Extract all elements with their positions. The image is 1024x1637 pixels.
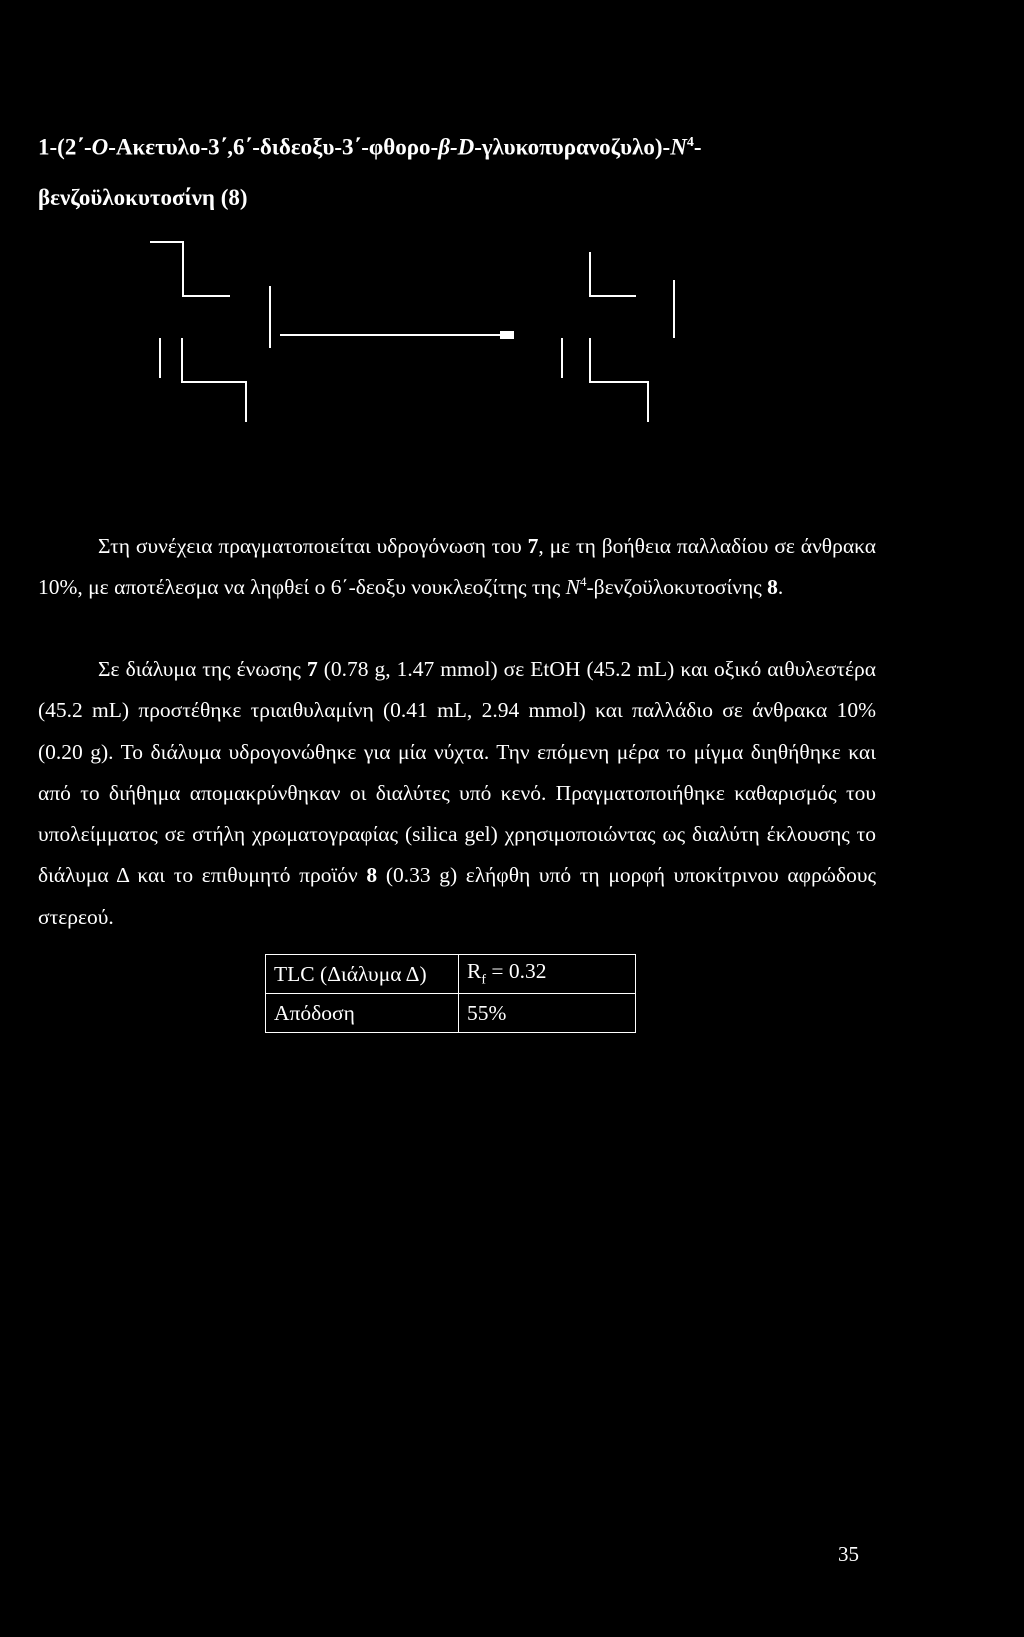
procedure-paragraph: Σε διάλυμα της ένωσης 7 (0.78 g, 1.47 mmol) σε EtOH (45.2 mL) και οξικό αιθυλεστέρα (45.2 mL) προστέθηκε τριαιθυλαμίνη (0.41 mL, 2.94 mmol) και παλλάδιο σε άνθρακα 10% (0.20 g). Το διάλυμα υδρογονώθηκε για μία νύχτα. Την επόμενη μέρα το μίγμα διηθήθηκε και από το διήθημα απομακρύνθηκαν οι διαλύτες υπό κενό. Πραγματοποιήθηκε καθαρισμός του υπολείμματος σε στήλη χρωματογραφίας (silica gel) χρησιμοποιώντας ως διαλύτη έκλουσης το διάλυμα Δ και το επιθυμητό προϊόν 8 (0.33 g) ελήφθη υπό τη μορφή υποκίτρινου αφρώδους στερεού. [38,657,876,929]
scheme-reaction-arrow [270,286,508,348]
scheme-fragment-right-bottom [562,338,648,422]
compound-title: $1-(2΄-O-A\kappa\varepsilon\tau\upsilon\lambda o-3΄,6΄-\delta\iota\delta\varepsilon o\xi\upsilon-3΄-\varphi\theta o\rho o-\beta-D-\gamma\lambda\upsilon\kappa o\pi\upsilon\rho\alpha\nu o\zeta\upsilon\lambda o)-N^4-$ βενζοϋλοκυτοσίνη (8) [38,134,702,210]
reaction-scheme-figure [0,230,1024,450]
page-number: 35 [838,1542,859,1566]
yield-label-cell: Απόδοση [266,994,459,1033]
scheme-fragment-right-top [590,252,674,338]
scheme-arrow-head [500,331,514,339]
rf-value-cell: $R_f = 0.32$ [459,955,636,994]
scheme-fragment-left-top [150,242,230,296]
table-row [266,994,636,1033]
scheme-fragment-left-bottom [160,338,246,422]
intro-paragraph: Στη συνέχεια πραγματοποιείται υδρογόνωση του 7, με τη βοήθεια παλλαδίου σε άνθρακα 10%, με αποτέλεσμα να ληφθεί ο 6΄-δεοξυ νουκλεοζίτης της $N^4$-βενζοϋλοκυτοσίνης 8. [38,534,876,600]
compound-title-line2: βενζοϋλοκυτοσίνη (8) [38,184,248,210]
table-row [266,955,636,994]
tlc-yield-table [265,954,636,1033]
tlc-label-cell: TLC (Διάλυμα Δ) [266,955,459,994]
yield-value-cell: 55% [459,994,636,1033]
